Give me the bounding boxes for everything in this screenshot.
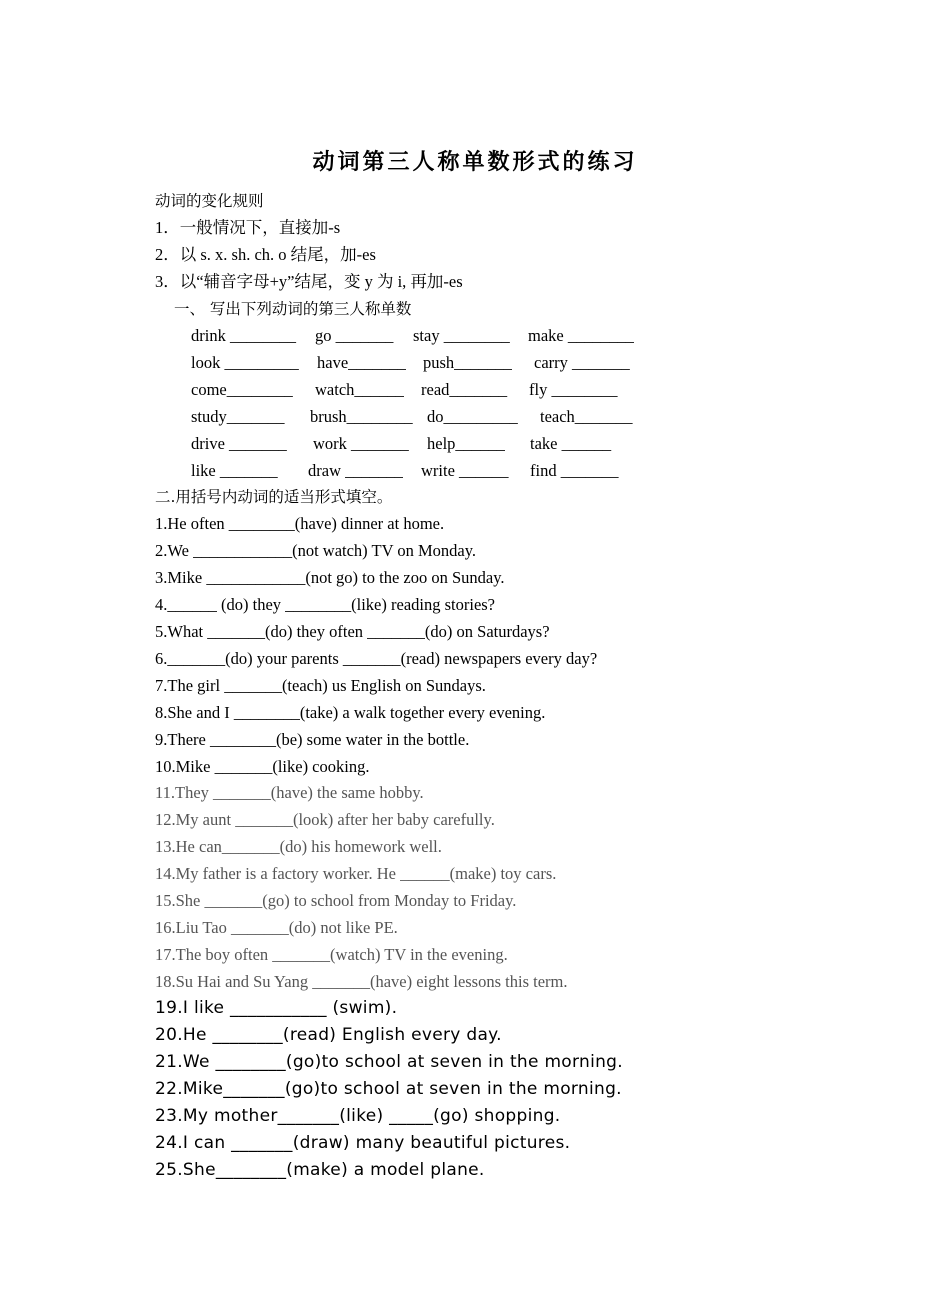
exercise-item: 16.Liu Tao _______(do) not like PE. <box>155 918 398 937</box>
verb-cell: work _______ <box>313 434 409 453</box>
exercise-item: 23.My mother_______(like) _____(go) shopping. <box>155 1106 561 1126</box>
verb-cell: find _______ <box>530 461 619 480</box>
rule-item: 2．以 s. x. sh. ch. o 结尾，加-es <box>155 245 376 264</box>
verb-cell: stay ________ <box>413 326 510 345</box>
verb-cell: fly ________ <box>529 380 618 399</box>
verb-cell: brush________ <box>310 407 413 426</box>
exercise-item: 21.We ________(go)to school at seven in the morning. <box>155 1052 623 1072</box>
rules-heading: 动词的变化规则 <box>155 192 264 210</box>
exercise-item: 19.I like ___________ (swim). <box>155 998 398 1018</box>
verb-cell: draw _______ <box>308 461 403 480</box>
verb-cell: carry _______ <box>534 353 630 372</box>
verb-cell: study_______ <box>191 407 285 426</box>
exercise-item: 6._______(do) your parents _______(read) newspapers every day? <box>155 649 598 668</box>
exercise-item: 9.There ________(be) some water in the bottle. <box>155 730 470 749</box>
exercise-item: 10.Mike _______(like) cooking. <box>155 757 370 776</box>
verb-cell: make ________ <box>528 326 634 345</box>
exercise-item: 14.My father is a factory worker. He ______(make) toy cars. <box>155 864 557 883</box>
exercise-item: 24.I can _______(draw) many beautiful pictures. <box>155 1133 571 1153</box>
verb-cell: go _______ <box>315 326 394 345</box>
verb-cell: take ______ <box>530 434 612 453</box>
section1-heading: 一、 写出下列动词的第三人称单数 <box>174 300 412 318</box>
verb-cell: like _______ <box>191 461 278 480</box>
exercise-item: 5.What _______(do) they often _______(do) on Saturdays? <box>155 622 550 641</box>
verb-cell: push_______ <box>423 353 512 372</box>
exercise-item: 8.She and I ________(take) a walk together every evening. <box>155 703 546 722</box>
exercise-item: 3.Mike ____________(not go) to the zoo on Sunday. <box>155 568 505 587</box>
verb-cell: watch______ <box>315 380 404 399</box>
exercise-item: 22.Mike_______(go)to school at seven in the morning. <box>155 1079 622 1099</box>
exercise-item: 20.He ________(read) English every day. <box>155 1025 502 1045</box>
verb-cell: drive _______ <box>191 434 287 453</box>
page-title: 动词第三人称单数形式的练习 <box>312 149 638 175</box>
exercise-item: 11.They _______(have) the same hobby. <box>155 783 424 802</box>
exercise-item: 2.We ____________(not watch) TV on Monday. <box>155 541 476 560</box>
verb-cell: teach_______ <box>540 407 633 426</box>
rule-item: 3．以“辅音字母+y”结尾，变 y 为 i, 再加-es <box>155 272 463 291</box>
verb-cell: have_______ <box>317 353 406 372</box>
verb-cell: drink ________ <box>191 326 296 345</box>
verb-cell: do_________ <box>427 407 518 426</box>
exercise-item: 1.He often ________(have) dinner at home. <box>155 514 445 533</box>
exercise-item: 4.______ (do) they ________(like) reading stories? <box>155 595 496 614</box>
exercise-item: 17.The boy often _______(watch) TV in the evening. <box>155 945 508 964</box>
exercise-item: 18.Su Hai and Su Yang _______(have) eight lessons this term. <box>155 972 568 991</box>
rule-item: 1．一般情况下，直接加-s <box>155 218 341 237</box>
exercise-item: 12.My aunt _______(look) after her baby carefully. <box>155 810 495 829</box>
verb-cell: look _________ <box>191 353 299 372</box>
verb-cell: come________ <box>191 380 293 399</box>
exercise-item: 13.He can_______(do) his homework well. <box>155 837 442 856</box>
verb-cell: read_______ <box>421 380 508 399</box>
exercise-item: 7.The girl _______(teach) us English on Sundays. <box>155 676 486 695</box>
verb-cell: help______ <box>427 434 505 453</box>
exercise-item: 15.She _______(go) to school from Monday to Friday. <box>155 891 517 910</box>
verb-cell: write ______ <box>421 461 509 480</box>
exercise-item: 25.She________(make) a model plane. <box>155 1160 485 1180</box>
section2-heading: 二.用括号内动词的适当形式填空。 <box>155 488 393 506</box>
